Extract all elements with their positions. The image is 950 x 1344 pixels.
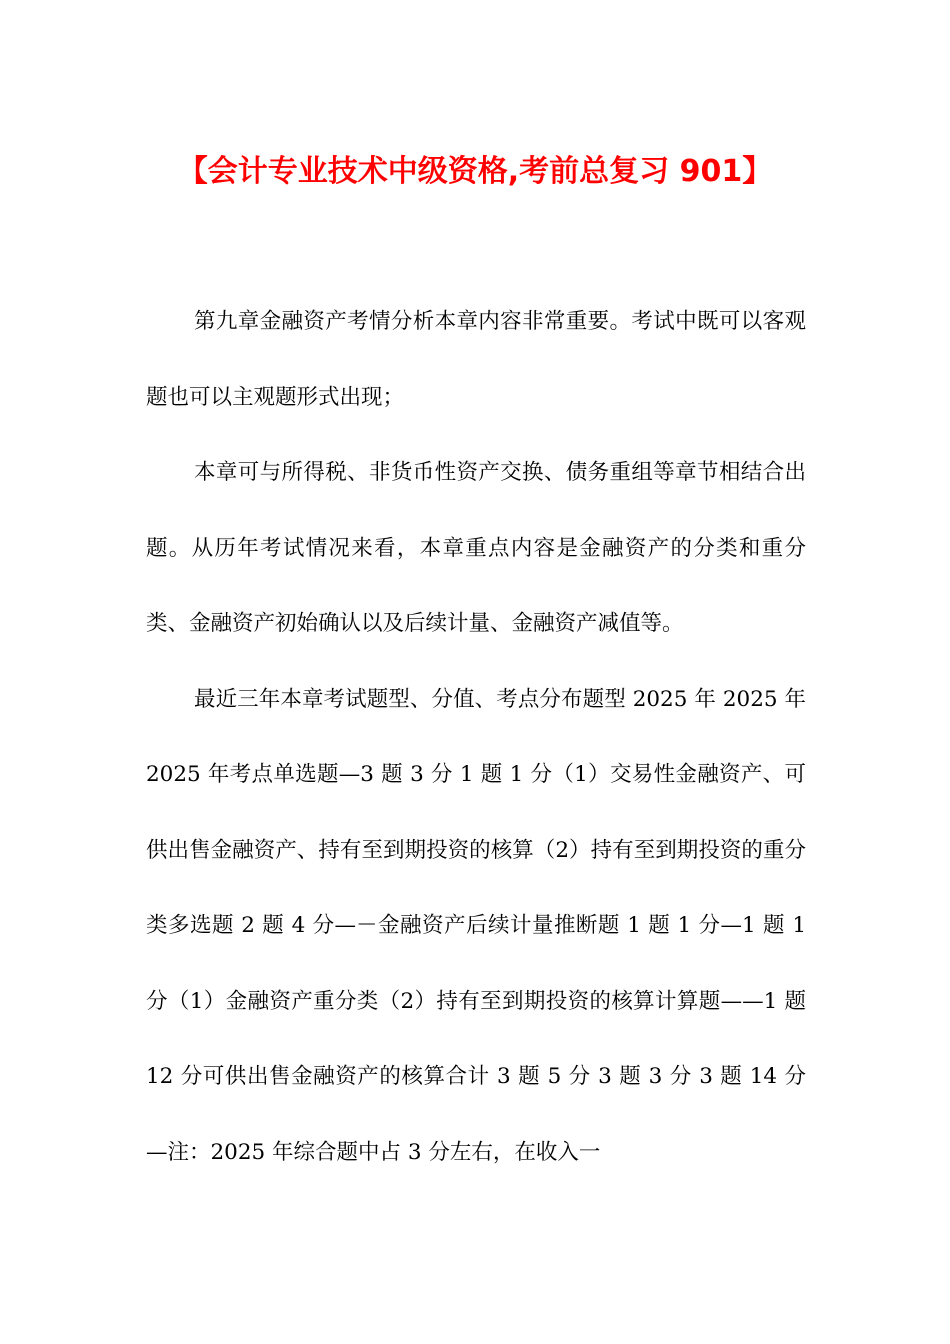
document-body xyxy=(146,284,806,1190)
paragraph-score-distribution: 最近三年本章考试题型、分值、考点分布题型 2025 年 2025 年 2025 年考点单选题—3 题 3 分 1 题 1 分（1）交易性金融资产、可供出售金融资产、持有至到期投资的核算（2）持有至到期投资的重分类多选题 2 题 4 分—－金融资产后续计量推断题 1 题 1 分—1 题 1 分（1）金融资产重分类（2）持有至到期投资的核算计算题——1 题 12 分可供出售金融资产的核算合计 3 题 5 分 3 题 3 分 3 题 14 分—注：2025 年综合题中占 3 分左右，在收入一 xyxy=(146,686,806,1165)
document-title: 【会计专业技术中级资格,考前总复习 901】 xyxy=(177,154,773,189)
paragraph-chapter-scope: 本章可与所得税、非货币性资产交换、债务重组等章节相结合出题。从历年考试情况来看，本章重点内容是金融资产的分类和重分类、金融资产初始确认以及后续计量、金融资产减值等。 xyxy=(146,460,806,636)
paragraph-exam-analysis: 第九章金融资产考情分析本章内容非常重要。考试中既可以客观题也可以主观题形式出现； xyxy=(146,309,806,410)
